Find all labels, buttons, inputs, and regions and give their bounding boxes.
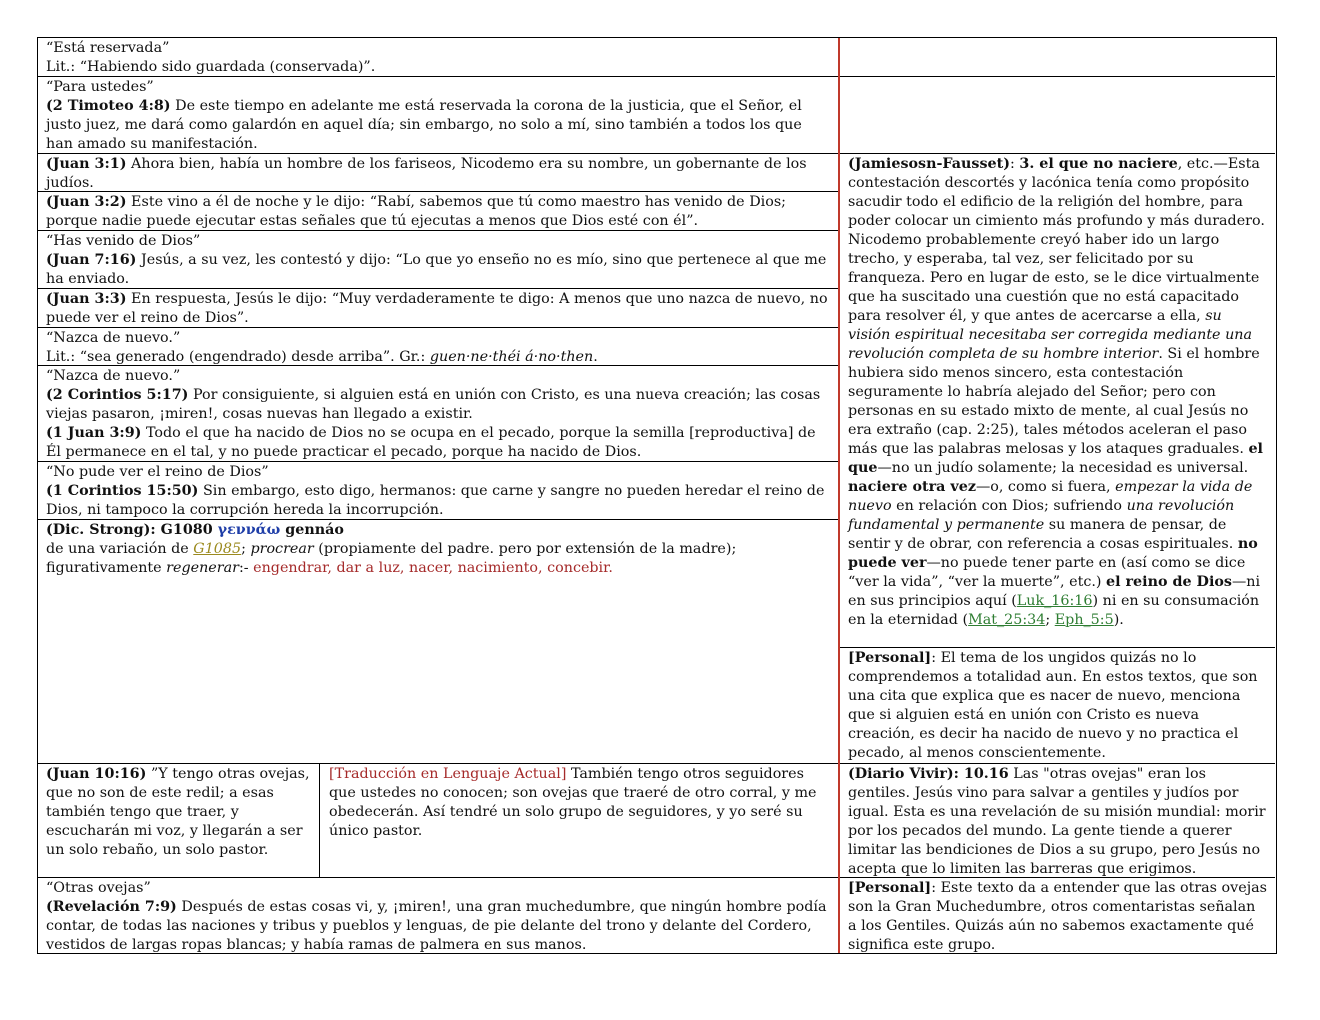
commentary-ref: : 10.16	[953, 766, 1009, 782]
commentary-text: —ni en sus principios aquí (	[848, 574, 1261, 609]
document-table	[37, 37, 1277, 954]
link-eph-5-5[interactable]: Eph_5:5	[1054, 612, 1114, 628]
commentary-bold: no puede ver	[848, 536, 1258, 571]
row-strong	[38, 520, 838, 763]
transliteration: gennáo	[280, 522, 344, 538]
scripture-text: Sin embargo, esto digo, hermanos: que carne y sangre no pueden heredar el reino de Dios, ni tampoco la corrupción hereda la incorrupción.	[46, 483, 825, 518]
commentary-bold: el reino de Dios	[1106, 574, 1232, 590]
literal-note: Lit.: “sea generado (engendrado) desde arriba”. Gr.:	[46, 349, 430, 365]
scripture-text: ”Y tengo otras ovejas, que no son de este redil; a esas también tengo que traer, y escucharán mi voz, y llegarán a ser un solo rebaño, un solo pastor.	[46, 766, 310, 858]
scripture-ref: (1 Juan 3:9)	[46, 425, 142, 441]
commentary-label: (Jamiesosn-Fausset)	[848, 156, 1010, 172]
commentary-italic: empezar la vida de nuevo	[848, 479, 1253, 514]
dictionary-label: (Dic. Strong)	[46, 522, 151, 538]
quote-heading: “Otras ovejas”	[46, 880, 151, 896]
link-luk-16-16[interactable]: Luk_16:16	[1016, 593, 1093, 609]
commentary-text: en relación con Dios; sufriendo	[891, 498, 1127, 514]
quote-heading: “Nazca de nuevo.”	[46, 368, 181, 384]
commentary-diario-vivir	[840, 764, 1275, 877]
scripture-ref: (2 Timoteo 4:8)	[46, 98, 171, 114]
commentary-text: —no puede tener parte en (así como se dice “ver la vida”, “ver la muerte”, etc.)	[848, 555, 1246, 590]
scripture-text: De este tiempo en adelante me está reservada la corona de la justicia, que el Señor, el justo juez, me dará como galardón en aquel día; sin embargo, no solo a mí, sino también a todos los que han amado su manifestación.	[46, 98, 802, 152]
row-nazca-de-nuevo-refs	[38, 366, 838, 461]
commentary-italic: una revolución fundamental y permanente	[848, 498, 1235, 533]
scripture-text: Este vino a él de noche y le dijo: “Rabí, sabemos que tú como maestro has venido de Dios; porque nadie puede ejecutar estas señales que tú ejecutas a menos que Dios esté con él”.	[46, 194, 786, 229]
scripture-ref: (Juan 7:16)	[46, 252, 137, 268]
row-nazca-de-nuevo-lit	[38, 328, 838, 365]
strong-text: de una variación de	[46, 541, 194, 557]
row-esta-reservada	[38, 38, 838, 76]
commentary-text: Las "otras ovejas" eran los gentiles. Jesús vino para salvar a gentiles y judíos por igual. Esta es una revelación de su misión mundial: morir por los pecados del mundo. La gente tiende a querer limitar las bendiciones de Dios a su grupo, pero Jesús no acepta que lo limiten las barreras que erigimos.	[848, 766, 1266, 877]
strong-term: regenerar	[166, 560, 239, 576]
commentary-bold: 3. el que no naciere	[1019, 156, 1178, 172]
scripture-ref: (Revelación 7:9)	[46, 899, 177, 915]
row-juan-3-3	[38, 289, 838, 327]
scripture-ref: (Juan 3:2)	[46, 194, 127, 210]
strong-link-g1085[interactable]: G1085	[193, 541, 242, 557]
quote-heading: “Has venido de Dios”	[46, 233, 201, 249]
quote-heading: “Está reservada”	[46, 40, 170, 56]
scripture-text: Jesús, a su vez, les contestó y dijo: “Lo que yo enseño no es mío, sino que pertenece al que me ha enviado.	[46, 252, 827, 287]
personal-text: : Este texto da a entender que las otras ovejas son la Gran Muchedumbre, otros comentaristas señalan a los Gentiles. Quizás aún no sabemos exactamente qué significa este grupo.	[848, 880, 1267, 953]
strong-text: (propiamente del padre. pero por extensión de la madre);	[313, 541, 737, 557]
strong-term: procrear	[250, 541, 314, 557]
scripture-text: Ahora bien, había un hombre de los fariseos, Nicodemo era su nombre, un gobernante de los judíos.	[46, 156, 807, 191]
commentary-jamieson-fausset	[840, 154, 1275, 647]
greek-transliteration: guen·ne·théi á·no·then	[429, 349, 594, 365]
row-para-ustedes	[38, 77, 838, 153]
commentary-text: :	[1010, 156, 1020, 172]
strong-code: : G1080	[150, 522, 218, 538]
commentary-text: ) ni en su consumación en la eternidad (	[848, 593, 1260, 628]
scripture-text: Por consiguiente, si alguien está en unión con Cristo, es una nueva creación; las cosas viejas pasaron, ¡miren!, cosas nuevas han llegado a existir.	[46, 387, 821, 422]
row-juan-10-16	[38, 764, 319, 877]
commentary-bold: naciere otra vez	[848, 479, 976, 495]
greek-word: γεννάω	[217, 522, 281, 538]
personal-note-2	[840, 878, 1275, 953]
commentary-text: —o, como si fuera,	[975, 479, 1116, 495]
scripture-ref: (Juan 10:16)	[46, 766, 147, 782]
commentary-text: ;	[1045, 612, 1055, 628]
strong-text: ;	[241, 541, 251, 557]
scripture-text: Todo el que ha nacido de Dios no se ocupa en el pecado, porque la semilla [reproductiva] de Él permanece en el tal, y no puede practicar el pecado, porque ha nacido de Dios.	[46, 425, 816, 460]
strong-definitions: engendrar, dar a luz, nacer, nacimiento, concebir.	[253, 560, 613, 576]
commentary-text: —no un judío solamente; la necesidad es universal.	[877, 460, 1249, 476]
quote-heading: “Para ustedes”	[46, 79, 154, 95]
commentary-bold: el que	[848, 441, 1263, 476]
commentary-text: . Si el hombre hubiera sido menos sincero, esta contestación seguramente lo habría alejado del Señor; pero con personas en su estado mixto de mente, al cual Jesús no era extraño (cap. 2:25), tales métodos aceleran el paso más que las palabras melosas y los ataques graduales.	[848, 346, 1260, 457]
quote-heading: “Nazca de nuevo.”	[46, 330, 181, 346]
scripture-ref: (Juan 3:1)	[46, 156, 127, 172]
translation-label: [Traducción en Lenguaje Actual]	[329, 766, 567, 782]
personal-text: : El tema de los ungidos quizás no lo comprendemos a totalidad aun. En estos textos, que son una cita que explica que es nacer de nuevo, menciona que si alguien está en unión con Cristo es nueva creación, es decir ha nacido de nuevo y no practica el pecado, al menos conscientemente.	[848, 650, 1258, 761]
strong-text: :-	[238, 560, 254, 576]
commentary-italic: su visión espiritual necesitaba ser corregida mediante una revolución completa de su hombre interior	[848, 308, 1253, 362]
scripture-ref: (2 Corintios 5:17)	[46, 387, 189, 403]
personal-label: [Personal]	[848, 880, 932, 896]
commentary-text: su manera de pensar, de sentir y de obrar, con referencia a cosas espirituales.	[848, 517, 1238, 552]
row-juan-3-1	[38, 154, 838, 191]
commentary-text: ).	[1113, 612, 1124, 628]
row-juan-3-2	[38, 192, 838, 230]
commentary-label: (Diario Vivir)	[848, 766, 954, 782]
row-otras-ovejas	[38, 878, 838, 953]
literal-note: Lit.: “Habiendo sido guardada (conservada)”.	[46, 59, 376, 75]
commentary-text: , etc.—Esta contestación descortés y lacónica tenía como propósito sacudir todo el edificio de la religión del hombre, para poder colocar un cimiento más profundo y más duradero. Nicodemo probablemente creyó haber ido un largo trecho, y esperaba, tal vez, ser felicitado por su franqueza. Pero en lugar de esto, se le dice virtualmente que ha suscitado una cuestión que no está capacitado para resolver él, y que antes de acercarse a ella,	[848, 156, 1265, 324]
column-divider	[319, 763, 320, 877]
row-has-venido	[38, 231, 838, 288]
translation-text: También tengo otros seguidores que ustedes no conocen; son ovejas que traeré de otro corral, y me obedecerán. Así tendré un solo grupo de seguidores, y yo seré su único pastor.	[329, 766, 817, 839]
scripture-ref: (1 Corintios 15:50)	[46, 483, 199, 499]
strong-text: figurativamente	[46, 560, 167, 576]
quote-heading: “No pude ver el reino de Dios”	[46, 464, 269, 480]
personal-note-1	[840, 648, 1275, 763]
scripture-ref: (Juan 3:3)	[46, 291, 127, 307]
translation-tla	[321, 764, 838, 877]
personal-label: [Personal]	[848, 650, 932, 666]
literal-note-end: .	[593, 349, 598, 365]
link-mat-25-34[interactable]: Mat_25:34	[968, 612, 1046, 628]
row-no-pude-ver	[38, 462, 838, 519]
scripture-text: En respuesta, Jesús le dijo: “Muy verdaderamente te digo: A menos que uno nazca de nuevo, no puede ver el reino de Dios”.	[46, 291, 828, 326]
scripture-text: Después de estas cosas vi, y, ¡miren!, una gran muchedumbre, que ningún hombre podía contar, de todas las naciones y tribus y pueblos y lenguas, de pie delante del trono y delante del Cordero, vestidos de largas ropas blancas; y había ramas de palmera en sus manos.	[46, 899, 827, 953]
